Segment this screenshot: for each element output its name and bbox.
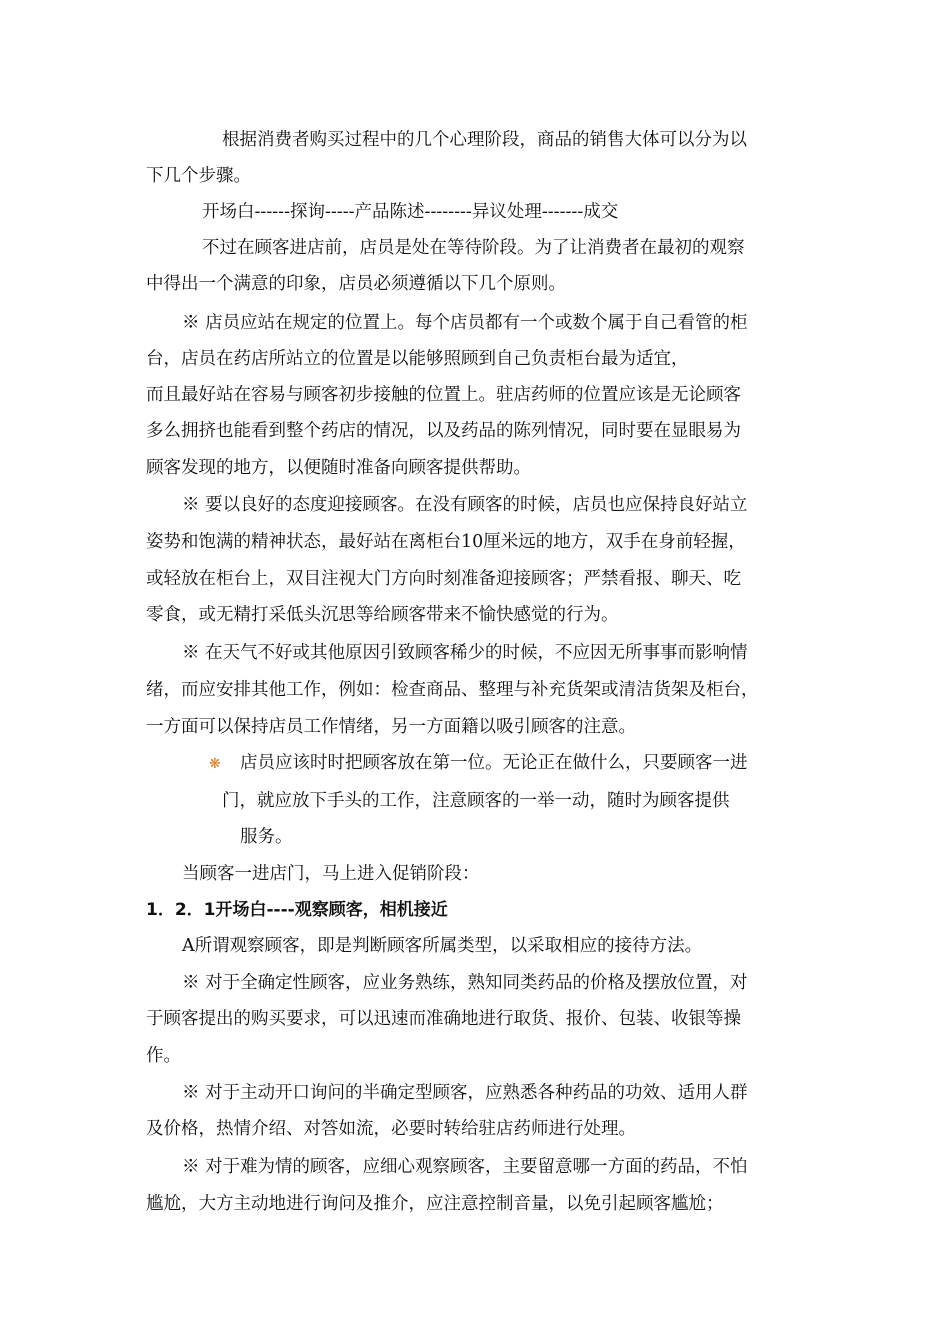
paragraph-line: ※ 对于主动开口询问的半确定型顾客，应熟悉各种药品的功效、适用人群	[182, 1083, 748, 1103]
paragraph-line: ※ 对于难为情的顾客，应细心观察顾客，主要留意哪一方面的药品，不怕	[182, 1157, 748, 1177]
paragraph-line: 服务。	[240, 827, 293, 847]
flower-bullet-icon: ❋	[209, 756, 221, 772]
paragraph-line: 及价格，热情介绍、对答如流，必要时转给驻店药师进行处理。	[146, 1119, 636, 1139]
paragraph-line: 根据消费者购买过程中的几个心理阶段，商品的销售大体可以分为以	[222, 130, 747, 150]
paragraph-line: 零食，或无精打采低头沉思等给顾客带来不愉快感觉的行为。	[146, 605, 619, 625]
paragraph-line: 顾客发现的地方，以便随时准备向顾客提供帮助。	[146, 458, 531, 478]
paragraph-line: A所谓观察顾客，即是判断顾客所属类型，以采取相应的接待方法。	[182, 936, 703, 956]
paragraph-line: 店员应该时时把顾客放在第一位。无论正在做什么，只要顾客一进	[240, 753, 748, 773]
paragraph-line: ※ 要以良好的态度迎接顾客。在没有顾客的时候，店员也应保持良好站立	[182, 495, 748, 515]
paragraph-line: 不过在顾客进店前，店员是处在等待阶段。为了让消费者在最初的观察	[202, 238, 745, 258]
paragraph-line: 当顾客一进店门，马上进入促销阶段：	[182, 864, 480, 884]
paragraph-line: 于顾客提出的购买要求，可以迅速而准确地进行取货、报价、包装、收银等操	[146, 1009, 741, 1029]
steps-line: 开场白------探询-----产品陈述--------异议处理-------成交	[202, 202, 619, 222]
paragraph-line: ※ 在天气不好或其他原因引致顾客稀少的时候，不应因无所事事而影响情	[182, 643, 748, 663]
paragraph-line: 多么拥挤也能看到整个药店的情况，以及药品的陈列情况，同时要在显眼易为	[146, 421, 741, 441]
paragraph-line: 中得出一个满意的印象，店员必须遵循以下几个原则。	[146, 274, 566, 294]
section-heading: 1．2．1开场白----观察顾客，相机接近	[146, 900, 448, 920]
paragraph-line: 姿势和饱满的精神状态，最好站在离柜台10厘米远的地方，双手在身前轻握，	[146, 532, 746, 552]
paragraph-line: ※ 对于全确定性顾客，应业务熟练，熟知同类药品的价格及摆放位置，对	[182, 973, 748, 993]
paragraph-line: 一方面可以保持店员工作情绪，另一方面籍以吸引顾客的注意。	[146, 717, 636, 737]
paragraph-line: 而且最好站在容易与顾客初步接触的位置上。驻店药师的位置应该是无论顾客	[146, 385, 741, 405]
paragraph-line: 尴尬，大方主动地进行询问及推介，应注意控制音量，以免引起顾客尴尬；	[146, 1194, 724, 1214]
paragraph-line: ※ 店员应站在规定的位置上。每个店员都有一个或数个属于自己看管的柜	[182, 313, 748, 333]
paragraph-line: 下几个步骤。	[146, 166, 251, 186]
paragraph-line: 作。	[146, 1046, 181, 1066]
paragraph-line: 或轻放在柜台上，双目注视大门方向时刻准备迎接顾客；严禁看报、聊天、吃	[146, 569, 741, 589]
paragraph-line: 台，店员在药店所站立的位置是以能够照顾到自己负责柜台最为适宜，	[146, 349, 689, 369]
paragraph-line: 门，就应放下手头的工作，注意顾客的一举一动，随时为顾客提供	[222, 791, 730, 811]
paragraph-line: 绪，而应安排其他工作，例如：检查商品、整理与补充货架或清洁货架及柜台，	[146, 680, 759, 700]
